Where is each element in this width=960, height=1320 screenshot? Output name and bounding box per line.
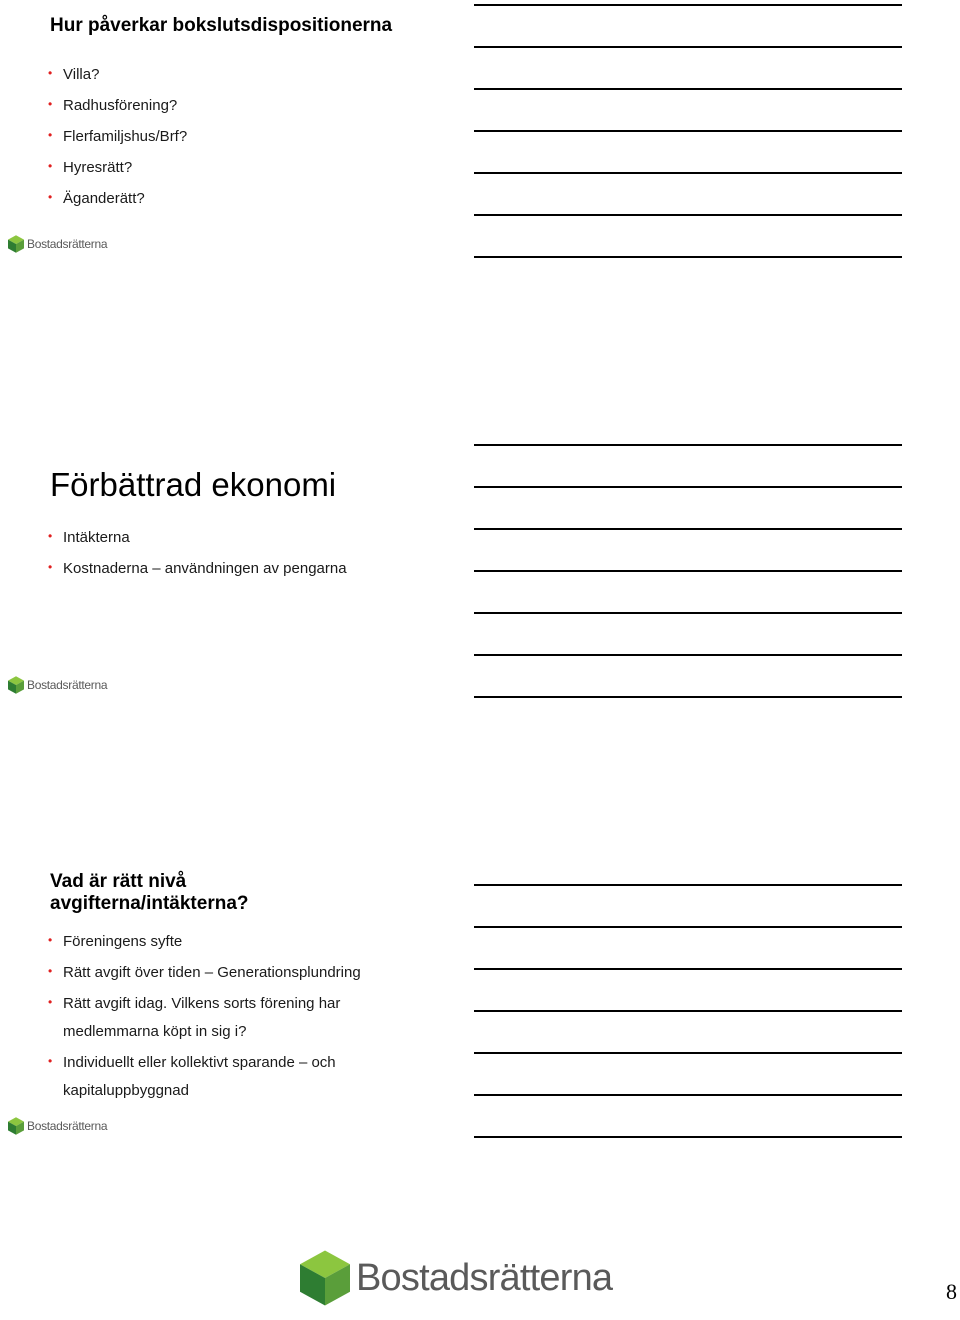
note-line bbox=[474, 130, 902, 132]
bullet-icon: • bbox=[48, 529, 53, 543]
slide-2-logo bbox=[8, 676, 107, 694]
bullet-icon: • bbox=[48, 97, 53, 111]
slide-2-bullet-list bbox=[48, 529, 347, 591]
logo-wordmark: Bostadsrätterna bbox=[27, 1119, 108, 1133]
note-line bbox=[474, 528, 902, 530]
note-line bbox=[474, 4, 902, 6]
note-line bbox=[474, 968, 902, 970]
note-line bbox=[474, 88, 902, 90]
footer-logo bbox=[300, 1250, 612, 1306]
bullet-icon: • bbox=[48, 560, 53, 574]
slide-2 bbox=[0, 440, 470, 880]
logo-cube-icon bbox=[8, 1117, 24, 1135]
note-line bbox=[474, 612, 902, 614]
list-item: • Hyresrätt? bbox=[48, 159, 133, 176]
slide-1-logo bbox=[8, 235, 107, 253]
logo-wordmark: Bostadsrätterna bbox=[356, 1256, 613, 1299]
slide-2-title: Förbättrad ekonomi bbox=[50, 466, 337, 503]
bullet-icon: • bbox=[48, 128, 53, 142]
list-item: • Villa? bbox=[48, 66, 100, 83]
list-item: • Intäkterna bbox=[48, 529, 130, 546]
slide-3-title: Vad är rätt nivå avgifterna/intäkterna? bbox=[50, 871, 249, 914]
list-item: • Kostnaderna – användningen av pengarna bbox=[48, 560, 347, 577]
note-line bbox=[474, 256, 902, 258]
bullet-icon: • bbox=[48, 933, 53, 947]
note-line bbox=[474, 884, 902, 886]
logo-wordmark: Bostadsrätterna bbox=[27, 678, 108, 692]
note-line bbox=[474, 570, 902, 572]
slide-1-title: Hur påverkar bokslutsdispositionerna bbox=[50, 15, 393, 36]
logo-wordmark: Bostadsrätterna bbox=[27, 237, 108, 251]
bullet-icon: • bbox=[48, 964, 53, 978]
logo-cube-icon bbox=[8, 235, 24, 253]
note-line bbox=[474, 214, 902, 216]
logo-cube-icon bbox=[300, 1250, 350, 1306]
note-line bbox=[474, 654, 902, 656]
bullet-icon: • bbox=[48, 1054, 53, 1068]
note-line bbox=[474, 46, 902, 48]
list-item: • Rätt avgift över tiden – Generationsplundring bbox=[48, 964, 361, 981]
note-line bbox=[474, 1094, 902, 1096]
slide-3-bullet-list bbox=[48, 933, 361, 1113]
logo-cube-icon bbox=[8, 676, 24, 694]
list-item: • Individuellt eller kollektivt sparande – och kapitaluppbyggnad bbox=[48, 1054, 336, 1099]
bullet-icon: • bbox=[48, 159, 53, 173]
list-item: • Äganderätt? bbox=[48, 190, 145, 207]
note-line bbox=[474, 1136, 902, 1138]
note-line bbox=[474, 1052, 902, 1054]
list-item: • Rätt avgift idag. Vilkens sorts förening har medlemmarna köpt in sig i? bbox=[48, 995, 341, 1040]
bullet-icon: • bbox=[48, 995, 53, 1009]
slide-1-bullet-list bbox=[48, 66, 187, 221]
note-line bbox=[474, 696, 902, 698]
page-number: 8 bbox=[946, 1279, 957, 1304]
slide-1 bbox=[0, 0, 470, 440]
slide-3-logo bbox=[8, 1117, 107, 1135]
list-item: • Radhusförening? bbox=[48, 97, 178, 114]
note-line bbox=[474, 172, 902, 174]
note-line bbox=[474, 486, 902, 488]
bullet-icon: • bbox=[48, 66, 53, 80]
note-line bbox=[474, 444, 902, 446]
bullet-icon: • bbox=[48, 190, 53, 204]
note-line bbox=[474, 926, 902, 928]
list-item: • Flerfamiljshus/Brf? bbox=[48, 128, 188, 145]
note-line bbox=[474, 1010, 902, 1012]
list-item: • Föreningens syfte bbox=[48, 933, 183, 950]
